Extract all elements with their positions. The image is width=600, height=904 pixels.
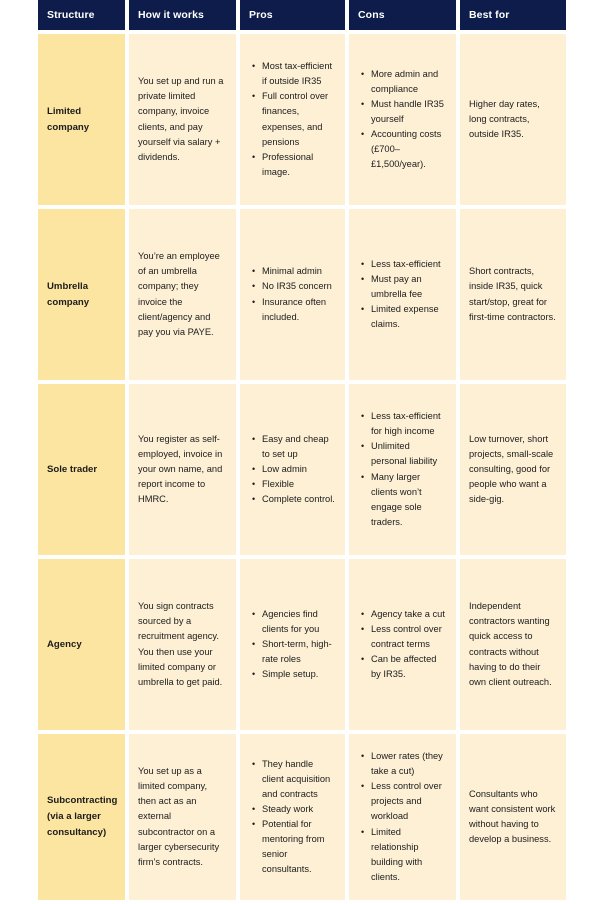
list-item: • Limited expense claims. xyxy=(371,302,447,332)
how-it-works-text: You sign contracts sourced by a recruitment agency. You then use your limited company or umbrella to get paid. xyxy=(138,601,223,687)
cell-structure xyxy=(38,209,125,380)
list-item: • Less control over contract terms xyxy=(371,622,447,652)
list-item: • Less tax-efficient xyxy=(371,257,447,272)
column-header-best-for: Best for xyxy=(460,0,566,30)
column-header-how-it-works: How it works xyxy=(129,0,236,30)
structure-label: Sole trader xyxy=(47,463,98,475)
list-item: • Unlimited personal liability xyxy=(371,439,447,469)
list-item: • Agency take a cut xyxy=(371,607,447,622)
table-row xyxy=(38,34,566,205)
list-item: • Accounting costs (£700–£1,500/year). xyxy=(371,127,447,172)
best-for-text: Low turnover, short projects, small-scale consulting, good for people who want a side-gig. xyxy=(469,433,554,505)
cell-how-it-works xyxy=(129,34,236,205)
pros-list xyxy=(249,264,336,324)
cell-pros xyxy=(240,384,345,555)
list-item: • Steady work xyxy=(262,802,336,817)
list-item: • Potential for mentoring from senior consultants. xyxy=(262,817,336,877)
list-item: • Professional image. xyxy=(262,150,336,180)
cell-pros xyxy=(240,734,345,900)
structure-label: Umbrella company xyxy=(47,280,90,308)
table-header-row xyxy=(38,0,566,30)
list-item: • Must pay an umbrella fee xyxy=(371,272,447,302)
cell-how-it-works xyxy=(129,209,236,380)
pros-list xyxy=(249,432,336,507)
column-header-structure: Structure xyxy=(38,0,125,30)
how-it-works-text: You register as self-employed, invoice in your own name, and report income to HMRC. xyxy=(138,433,223,505)
table-body xyxy=(38,34,566,900)
table-row xyxy=(38,559,566,730)
structure-label: Limited company xyxy=(47,105,90,133)
cell-best-for xyxy=(460,209,566,380)
cell-cons xyxy=(349,209,456,380)
table-row xyxy=(38,209,566,380)
list-item: • Agencies find clients for you xyxy=(262,607,336,637)
cell-how-it-works xyxy=(129,734,236,900)
cell-how-it-works xyxy=(129,559,236,730)
cell-cons xyxy=(349,384,456,555)
pros-list xyxy=(249,607,336,682)
list-item: • Can be affected by IR35. xyxy=(371,652,447,682)
cell-cons xyxy=(349,734,456,900)
list-item: • Full control over finances, expenses, and pensions xyxy=(262,89,336,149)
comparison-table-container xyxy=(38,0,560,904)
cons-list xyxy=(358,409,447,529)
best-for-text: Higher day rates, long contracts, outside IR35. xyxy=(469,98,540,140)
list-item: • Must handle IR35 yourself xyxy=(371,97,447,127)
pros-list xyxy=(249,757,336,877)
list-item: • Complete control. xyxy=(262,492,336,507)
cons-list xyxy=(358,607,447,682)
cell-cons xyxy=(349,559,456,730)
cons-list xyxy=(358,67,447,172)
column-header-pros: Pros xyxy=(240,0,345,30)
list-item: • Less tax-efficient for high income xyxy=(371,409,447,439)
best-for-text: Short contracts, inside IR35, quick start/stop, great for first-time contractors. xyxy=(469,266,556,322)
cons-list xyxy=(358,257,447,332)
cell-structure xyxy=(38,559,125,730)
cell-structure xyxy=(38,384,125,555)
list-item: • Low admin xyxy=(262,462,336,477)
list-item: • Short-term, high-rate roles xyxy=(262,637,336,667)
table-row xyxy=(38,384,566,555)
cons-list xyxy=(358,749,447,884)
list-item: • Many larger clients won’t engage sole traders. xyxy=(371,470,447,530)
best-for-text: Consultants who want consistent work without having to develop a business. xyxy=(469,788,556,845)
table-header xyxy=(38,0,566,30)
list-item: • More admin and compliance xyxy=(371,67,447,97)
list-item: • Limited relationship building with clients. xyxy=(371,825,447,885)
best-for-text: Independent contractors wanting quick access to contracts without having to do their own client outreach. xyxy=(469,601,552,687)
column-header-cons: Cons xyxy=(349,0,456,30)
cell-best-for xyxy=(460,734,566,900)
table-row xyxy=(38,734,566,900)
list-item: • Less control over projects and workload xyxy=(371,779,447,824)
cell-how-it-works xyxy=(129,384,236,555)
cell-pros xyxy=(240,209,345,380)
list-item: • No IR35 concern xyxy=(262,279,336,294)
cell-structure xyxy=(38,734,125,900)
list-item: • Flexible xyxy=(262,477,336,492)
how-it-works-text: You set up as a limited company, then act as an external subcontractor on a larger cybersecurity firm’s contracts. xyxy=(138,766,220,867)
list-item: • Insurance often included. xyxy=(262,295,336,325)
list-item: • Simple setup. xyxy=(262,667,336,682)
structure-label: Agency xyxy=(47,638,82,650)
how-it-works-text: You set up and run a private limited company, invoice clients, and pay yourself via salary + dividends. xyxy=(138,76,224,162)
list-item: • Easy and cheap to set up xyxy=(262,432,336,462)
list-item: • They handle client acquisition and contracts xyxy=(262,757,336,802)
list-item: • Most tax-efficient if outside IR35 xyxy=(262,59,336,89)
cell-pros xyxy=(240,34,345,205)
cell-structure xyxy=(38,34,125,205)
list-item: • Lower rates (they take a cut) xyxy=(371,749,447,779)
list-item: • Minimal admin xyxy=(262,264,336,279)
how-it-works-text: You’re an employee of an umbrella company; they invoice the client/agency and pay you via PAYE. xyxy=(138,251,220,337)
cell-best-for xyxy=(460,384,566,555)
cell-best-for xyxy=(460,34,566,205)
structure-label: Subcontracting (via a larger consultancy) xyxy=(47,795,118,838)
cell-cons xyxy=(349,34,456,205)
cell-best-for xyxy=(460,559,566,730)
contractor-structure-comparison-table xyxy=(34,0,570,904)
pros-list xyxy=(249,59,336,179)
cell-pros xyxy=(240,559,345,730)
